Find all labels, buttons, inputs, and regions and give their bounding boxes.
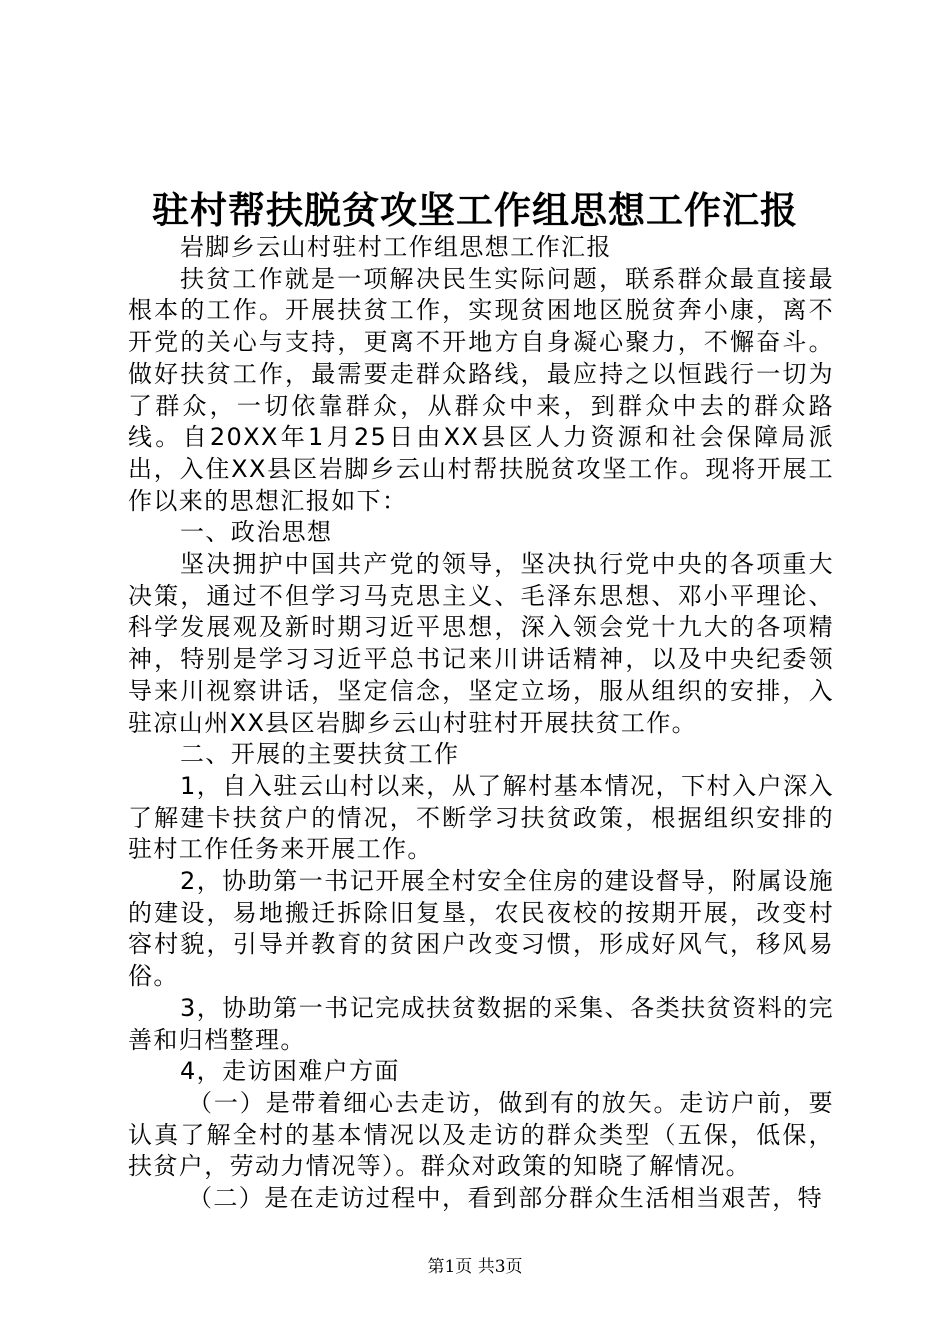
paragraph-politics: 坚决拥护中国共产党的领导，坚决执行党中央的各项重大决策，通过不但学习马克思主义、毛泽东思想、邓小平理论、科学发展观及新时期习近平思想，深入领会党十九大的各项精神，特别是学习习近平总书记来川讲话精神，以及中央纪委领导来川视察讲话，坚定信念，坚定立场，服从组织的安排，入驻凉山州XX县区岩脚乡云山村驻村开展扶贫工作。: [128, 550, 834, 737]
paragraph-sub-2: （二）是在走访过程中，看到部分群众生活相当艰苦，特: [188, 1184, 823, 1213]
subtitle-line: 岩脚乡云山村驻村工作组思想工作汇报: [180, 233, 612, 261]
paragraph-item-3: 3，协助第一书记完成扶贫数据的采集、各类扶贫资料的完善和归档整理。: [128, 993, 834, 1054]
paragraph-sub-1: （一）是带着细心去走访，做到有的放矢。走访户前，要认真了解全村的基本情况以及走访的群众类型（五保，低保，扶贫户，劳动力情况等）。群众对政策的知晓了解情况。: [128, 1088, 834, 1181]
paragraph-item-4: 4，走访困难户方面: [180, 1057, 400, 1086]
paragraph-item-1: 1，自入驻云山村以来，从了解村基本情况，下村入户深入了解建卡扶贫户的情况，不断学习扶贫政策，根据组织安排的驻村工作任务来开展工作。: [128, 771, 834, 864]
paragraph-intro: 扶贫工作就是一项解决民生实际问题，联系群众最直接最根本的工作。开展扶贫工作，实现贫困地区脱贫奔小康，离不开党的关心与支持，更离不开地方自身凝心聚力，不懈奋斗。做好扶贫工作，最需要走群众路线，最应持之以恒践行一切为了群众，一切依靠群众，从群众中来，到群众中去的群众路线。自20XX年1月25日由XX县区人力资源和社会保障局派出，入住XX县区岩脚乡云山村帮扶脱贫攻坚工作。现将开展工作以来的思想汇报如下：: [128, 264, 834, 515]
page-footer: 第1页 共3页: [427, 1257, 523, 1277]
section-heading-work: 二、开展的主要扶贫工作: [180, 740, 460, 769]
document-body: [128, 232, 834, 1215]
document-title: 驻村帮扶脱贫攻坚工作组思想工作汇报: [152, 188, 798, 232]
section-heading-politics: 一、政治思想: [180, 518, 333, 547]
paragraph-item-2: 2，协助第一书记开展全村安全住房的建设督导，附属设施的建设，易地搬迁拆除旧复垦，农民夜校的按期开展，改变村容村貌，引导并教育的贫困户改变习惯，形成好风气，移风易俗。: [128, 867, 834, 991]
